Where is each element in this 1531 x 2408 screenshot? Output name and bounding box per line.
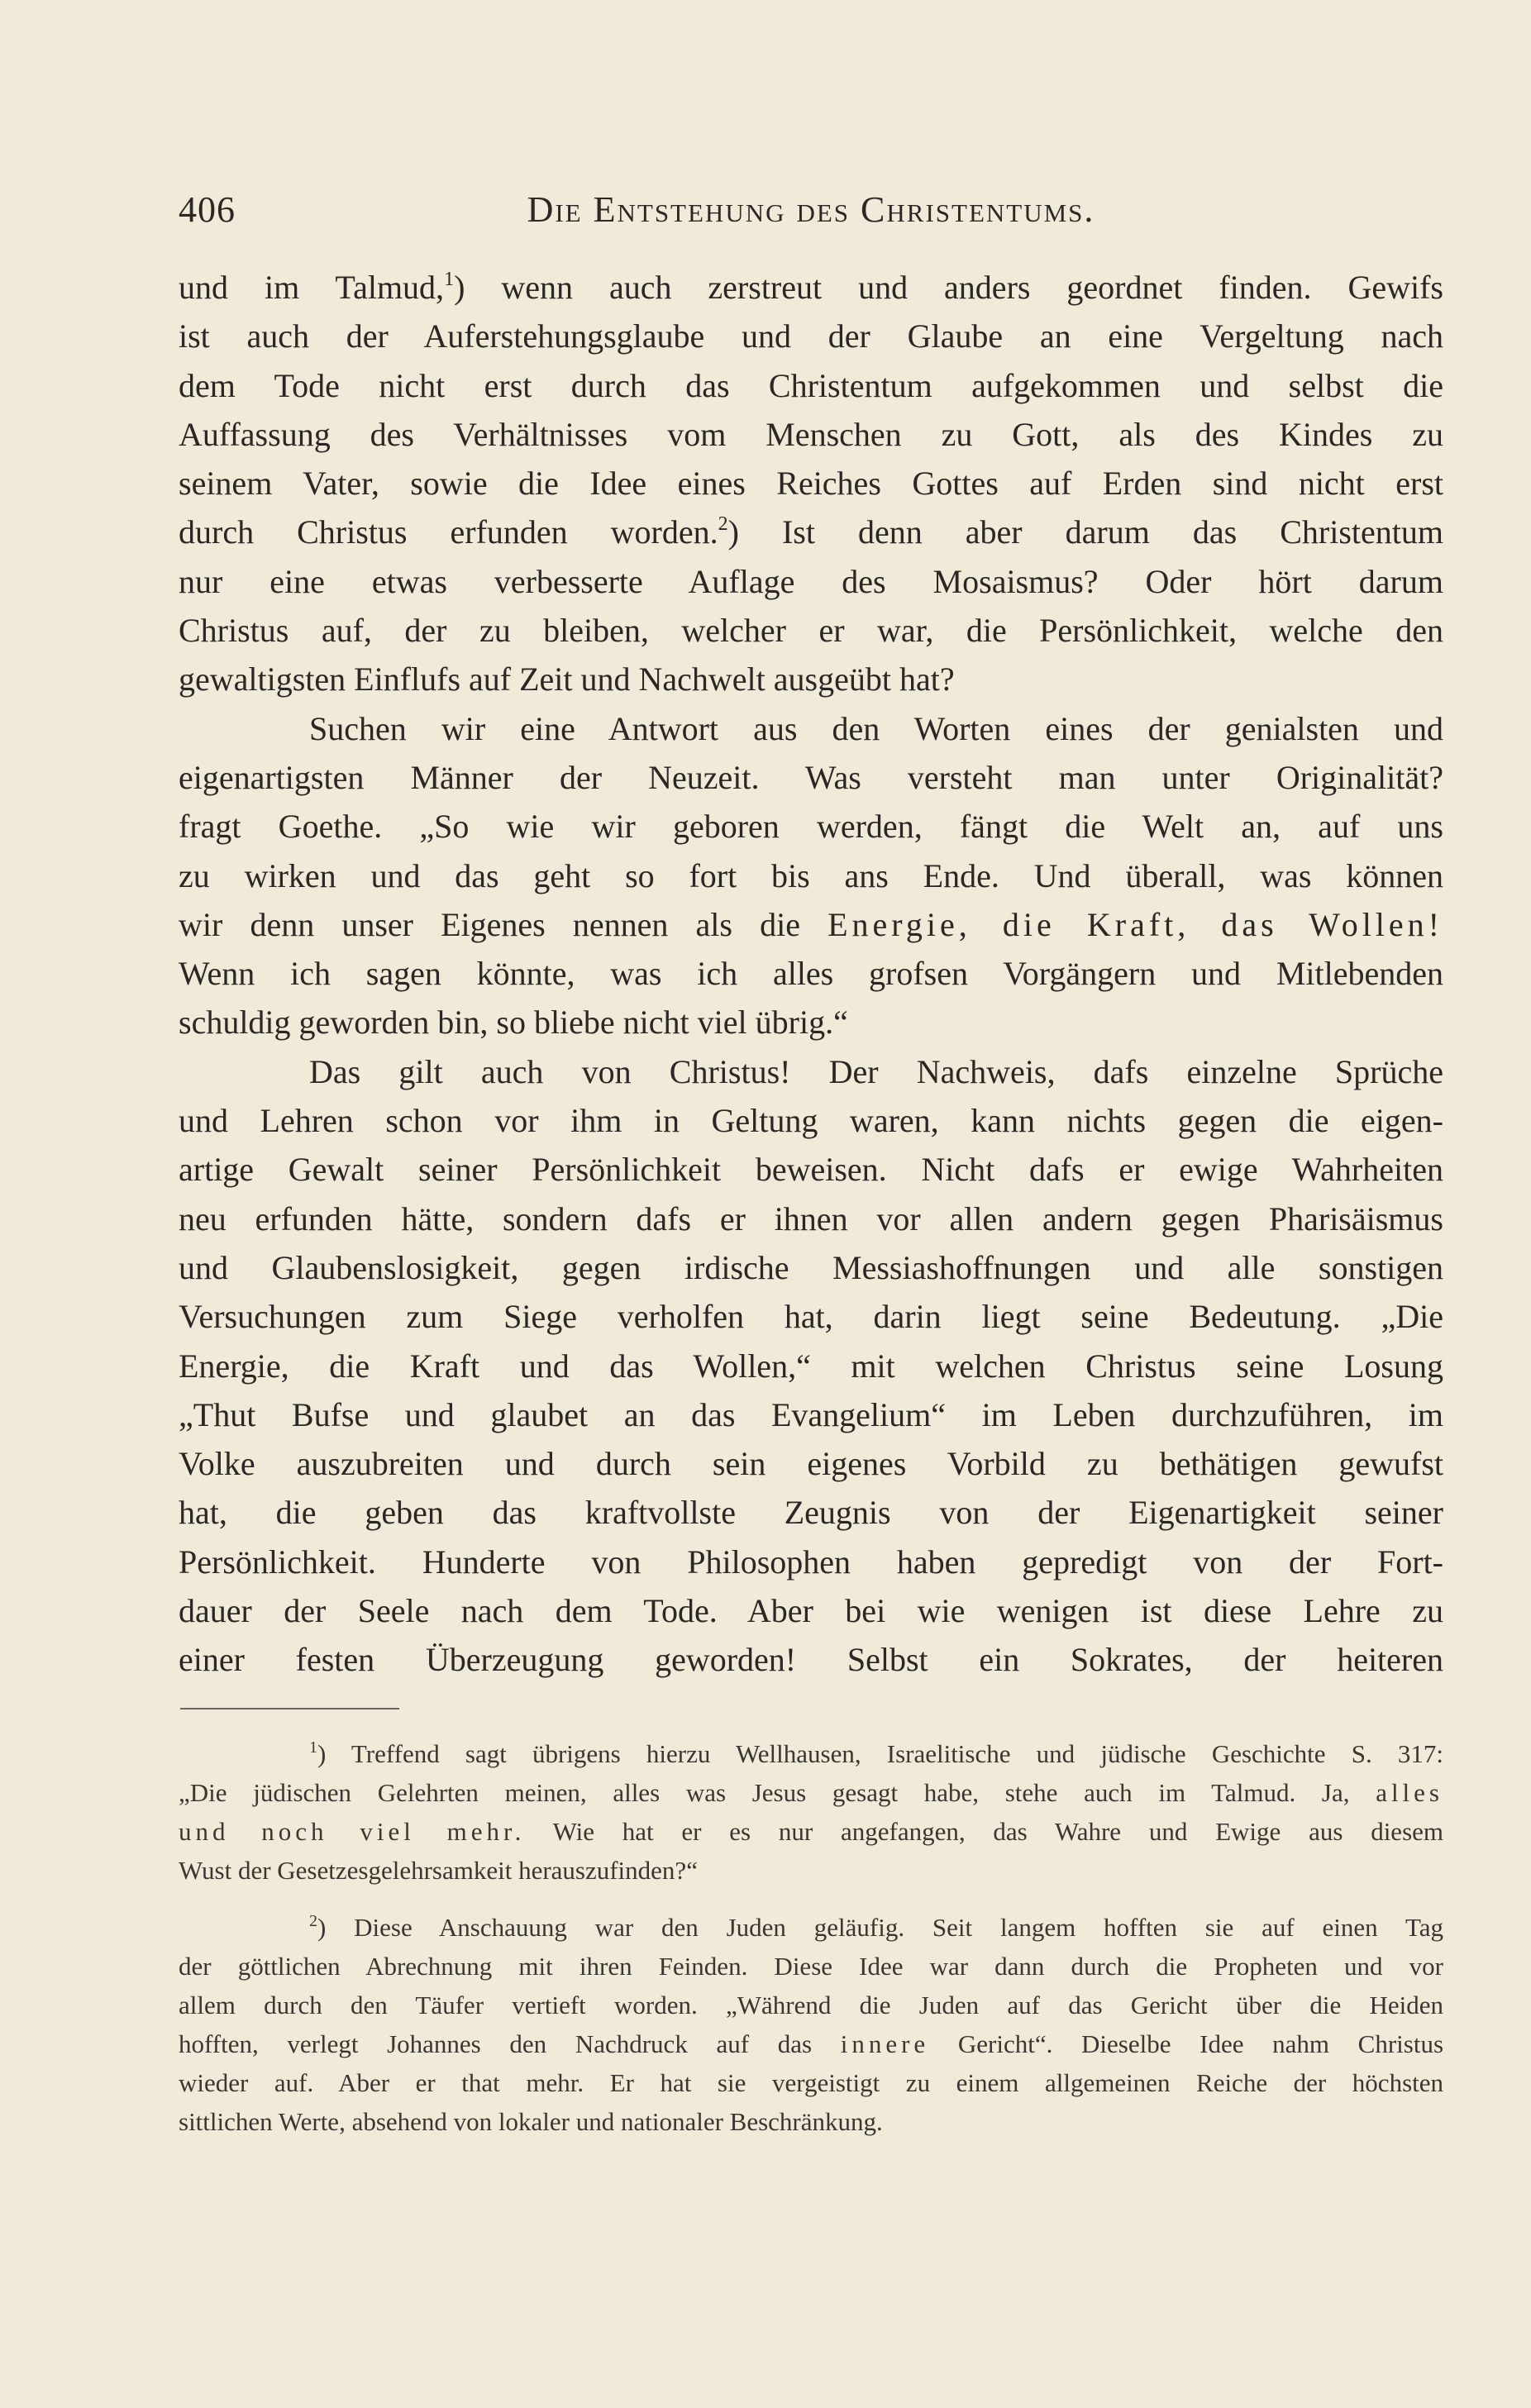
page-number: 406 bbox=[179, 189, 236, 230]
text-line: und Lehren schon vor ihm in Geltung waren, kann nichts gegen die eigen- bbox=[179, 1102, 1443, 1140]
text-line: eigenartigsten Männer der Neuzeit. Was versteht man unter Originalität? bbox=[179, 758, 1443, 796]
text-line bbox=[179, 900, 1443, 949]
text-segment: Wie hat er es nur angefangen, das Wahre und Ewige aus diesem bbox=[552, 1817, 1443, 1846]
emphasis-text: und noch viel mehr. bbox=[179, 1817, 526, 1846]
text-line: schuldig geworden bin, so bliebe nicht viel übrig.“ bbox=[179, 1004, 848, 1042]
text-segment: ) Ist denn aber darum das Christentum bbox=[727, 513, 1443, 551]
footnote-line: wieder auf. Aber er that mehr. Er hat sie vergeistigt zu einem allgemeinen Reiche der höchsten bbox=[179, 2068, 1443, 2097]
text-line: hat, die geben das kraftvollste Zeugnis von der Eigenartigkeit seiner bbox=[179, 1494, 1443, 1532]
footnote-line bbox=[179, 1773, 1443, 1812]
running-title: Die Entstehung des Christentums. bbox=[527, 189, 1095, 230]
text-line: Wenn ich sagen könnte, was ich alles grofsen Vorgängern und Mitlebenden bbox=[179, 955, 1443, 993]
text-line: Persönlichkeit. Hunderte von Philosophen haben gepredigt von der Fort- bbox=[179, 1543, 1443, 1581]
footnote-ref: 1 bbox=[444, 269, 455, 290]
footnote-divider bbox=[180, 1708, 399, 1709]
text-line bbox=[179, 508, 1443, 556]
text-line: Das gilt auch von Christus! Der Nachweis, dafs einzelne Sprüche bbox=[309, 1052, 1443, 1090]
footnote-line bbox=[179, 2024, 1443, 2063]
text-line: neu erfunden hätte, sondern dafs er ihnen vor allen andern gegen Pharisäismus bbox=[179, 1199, 1443, 1237]
emphasis-text: alles bbox=[1376, 1778, 1443, 1807]
text-segment: durch Christus erfunden worden. bbox=[179, 513, 718, 551]
text-line: Versuchungen zum Siege verholfen hat, darin liegt seine Bedeutung. „Die bbox=[179, 1298, 1443, 1336]
text-segment: ) wenn auch zerstreut und anders geordnet finden. Gewifs bbox=[454, 269, 1443, 306]
text-line: einer festen Überzeugung geworden! Selbst ein Sokrates, der heiteren bbox=[179, 1641, 1443, 1679]
text-line bbox=[179, 263, 1443, 312]
text-line: Christus auf, der zu bleiben, welcher er war, die Persönlichkeit, welche den bbox=[179, 612, 1443, 650]
text-line: und Glaubenslosigkeit, gegen irdische Messiashoffnungen und alle sonstigen bbox=[179, 1248, 1443, 1286]
text-line: gewaltigsten Einflufs auf Zeit und Nachwelt ausgeübt hat? bbox=[179, 660, 955, 699]
text-line: dem Tode nicht erst durch das Christentum aufgekommen und selbst die bbox=[179, 366, 1443, 404]
footnote-line bbox=[179, 1908, 1443, 1947]
text-line: seinem Vater, sowie die Idee eines Reiches Gottes auf Erden sind nicht erst bbox=[179, 465, 1443, 503]
footnote-marker: 2 bbox=[309, 1912, 317, 1930]
page-header bbox=[179, 188, 1443, 238]
text-segment: wir denn unser Eigenes nennen als die bbox=[179, 905, 800, 943]
text-segment: ) Diese Anschauung war den Juden geläufig. Seit langem hofften sie auf einen Tag bbox=[317, 1913, 1443, 1942]
text-line: artige Gewalt seiner Persönlichkeit beweisen. Nicht dafs er ewige Wahrheiten bbox=[179, 1151, 1443, 1189]
emphasis-text: innere bbox=[840, 2029, 930, 2058]
text-segment: Gericht“. Dieselbe Idee nahm Christus bbox=[957, 2029, 1443, 2058]
text-line: Volke auszubreiten und durch sein eigenes Vorbild zu bethätigen gewufst bbox=[179, 1445, 1443, 1483]
text-segment: „Die jüdischen Gelehrten meinen, alles was Jesus gesagt habe, stehe auch im Talmud. Ja, bbox=[179, 1778, 1350, 1807]
text-line: fragt Goethe. „So wie wir geboren werden, fängt die Welt an, auf uns bbox=[179, 808, 1443, 846]
footnote-line: Wust der Gesetzesgelehrsamkeit herauszufinden?“ bbox=[179, 1856, 698, 1885]
footnote-ref: 2 bbox=[718, 513, 728, 536]
footnote-line: sittlichen Werte, absehend von lokaler und nationaler Beschränkung. bbox=[179, 2107, 883, 2136]
footnote-line bbox=[179, 1812, 1443, 1851]
text-line: ist auch der Auferstehungsglaube und der Glaube an eine Vergeltung nach bbox=[179, 317, 1443, 355]
emphasis-text: Energie, die Kraft, das Wollen! bbox=[828, 905, 1443, 943]
text-line: Suchen wir eine Antwort aus den Worten eines der genialsten und bbox=[309, 709, 1443, 747]
text-segment: hofften, verlegt Johannes den Nachdruck auf das bbox=[179, 2029, 813, 2058]
text-line: „Thut Bufse und glaubet an das Evangelium“ im Leben durchzuführen, im bbox=[179, 1395, 1443, 1433]
text-line: dauer der Seele nach dem Tode. Aber bei wie wenigen ist diese Lehre zu bbox=[179, 1592, 1443, 1630]
footnote-line bbox=[179, 1734, 1443, 1773]
text-line: nur eine etwas verbesserte Auflage des Mosaismus? Oder hört darum bbox=[179, 562, 1443, 600]
body-text bbox=[179, 263, 1443, 1685]
footnote-marker: 1 bbox=[309, 1738, 317, 1757]
text-line: Energie, die Kraft und das Wollen,“ mit welchen Christus seine Losung bbox=[179, 1347, 1443, 1385]
text-segment: ) Treffend sagt übrigens hierzu Wellhausen, Israelitische und jüdische Geschichte S. 317: bbox=[317, 1739, 1443, 1768]
text-line: Auffassung des Verhältnisses vom Menschen zu Gott, als des Kindes zu bbox=[179, 415, 1443, 453]
text-line: zu wirken und das geht so fort bis ans Ende. Und überall, was können bbox=[179, 856, 1443, 894]
footnotes bbox=[179, 1734, 1443, 2141]
footnote-line: allem durch den Täufer vertieft worden. „Während die Juden auf das Gericht über die Heiden bbox=[179, 1991, 1443, 2019]
footnote-line: der göttlichen Abrechnung mit ihren Feinden. Diese Idee war dann durch die Propheten und vor bbox=[179, 1952, 1443, 1981]
text-segment: und im Talmud, bbox=[179, 269, 445, 306]
